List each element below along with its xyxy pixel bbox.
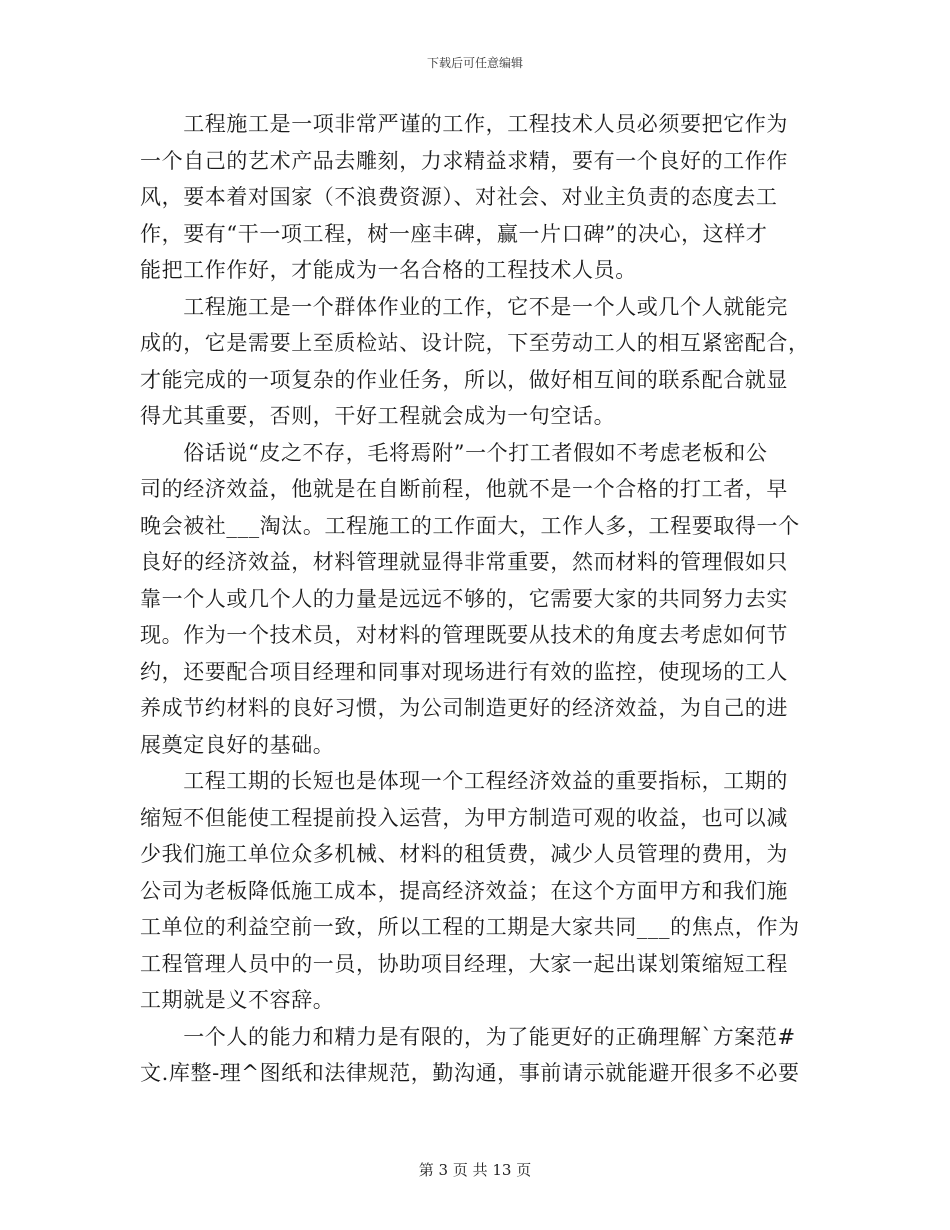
text-line: 缩短不但能使工程提前投入运营，为甲方制造可观的收益，也可以减	[140, 805, 788, 830]
text-line: 现。作为一个技术员，对材料的管理既要从技术的角度去考虑如何节	[140, 623, 788, 647]
text-line: 工程工期的长短也是体现一个工程经济效益的重要指标，工期的	[140, 769, 788, 793]
paragraph	[140, 1019, 810, 1092]
text-line: 文.库整-理^图纸和法律规范，勤沟通，事前请示就能避开很多不必要	[140, 1061, 800, 1085]
text-line: 养成节约材料的良好习惯，为公司制造更好的经济效益，为自己的进	[140, 696, 788, 720]
text-line: 晚会被社___淘汰。工程施工的工作面大，工作人多，工程要取得一个	[140, 513, 800, 538]
text-line: 作，要有“干一项工程，树一座丰碑，赢一片口碑”的决心，这样才	[140, 221, 768, 246]
paragraph	[140, 763, 810, 1019]
paragraph	[140, 106, 810, 289]
text-line: 工程施工是一项非常严谨的工作，工程技术人员必须要把它作为	[140, 112, 788, 136]
text-line: 靠一个人或几个人的力量是远远不够的，它需要大家的共同努力去实	[140, 586, 788, 611]
page-header: 下载后可任意编辑	[426, 56, 523, 70]
text-line: 工期就是义不容辞。	[140, 988, 335, 1012]
paragraph	[140, 435, 810, 764]
text-line: 少我们施工单位众多机械、材料的租赁费，减少人员管理的费用，为	[140, 842, 788, 866]
page-number-footer: 第 3 页 共 13 页	[418, 1161, 532, 1179]
text-line: 工程施工是一个群体作业的工作，它不是一个人或几个人就能完	[140, 294, 788, 319]
text-line: 约，还要配合项目经理和同事对现场进行有效的监控，使现场的工人	[140, 659, 788, 684]
text-line: 公司为老板降低施工成本，提高经济效益；在这个方面甲方和我们施	[140, 878, 788, 903]
text-line: 司的经济效益，他就是在自断前程，他就不是一个合格的打工者，早	[140, 477, 788, 501]
document-body	[140, 106, 810, 1092]
text-line: 一个自己的艺术产品去雕刻，力求精益求精，要有一个良好的工作作	[140, 148, 788, 173]
text-line: 工单位的利益空前一致，所以工程的工期是大家共同___的焦点，作为	[140, 915, 800, 939]
text-line: 一个人的能力和精力是有限的，为了能更好的正确理解`方案范#	[140, 1024, 796, 1049]
text-line: 能把工作作好，才能成为一名合格的工程技术人员。	[140, 258, 637, 282]
text-line: 俗话说“皮之不存，毛将焉附”一个打工者假如不考虑老板和公	[140, 440, 768, 465]
text-line: 工程管理人员中的一员，协助项目经理，大家一起出谋划策缩短工程	[140, 951, 788, 976]
paragraph	[140, 289, 810, 435]
text-line: 得尤其重要，否则，干好工程就会成为一句空话。	[140, 404, 616, 428]
text-line: 成的，它是需要上至质检站、设计院，下至劳动工人的相互紧密配合，	[140, 331, 810, 355]
text-line: 才能完成的一项复杂的作业任务，所以，做好相互间的联系配合就显	[140, 367, 788, 392]
text-line: 良好的经济效益，材料管理就显得非常重要，然而材料的管理假如只	[140, 550, 788, 574]
text-line: 风，要本着对国家（不浪费资源）、对社会、对业主负责的态度去工	[140, 185, 778, 209]
text-line: 展奠定良好的基础。	[140, 732, 335, 757]
